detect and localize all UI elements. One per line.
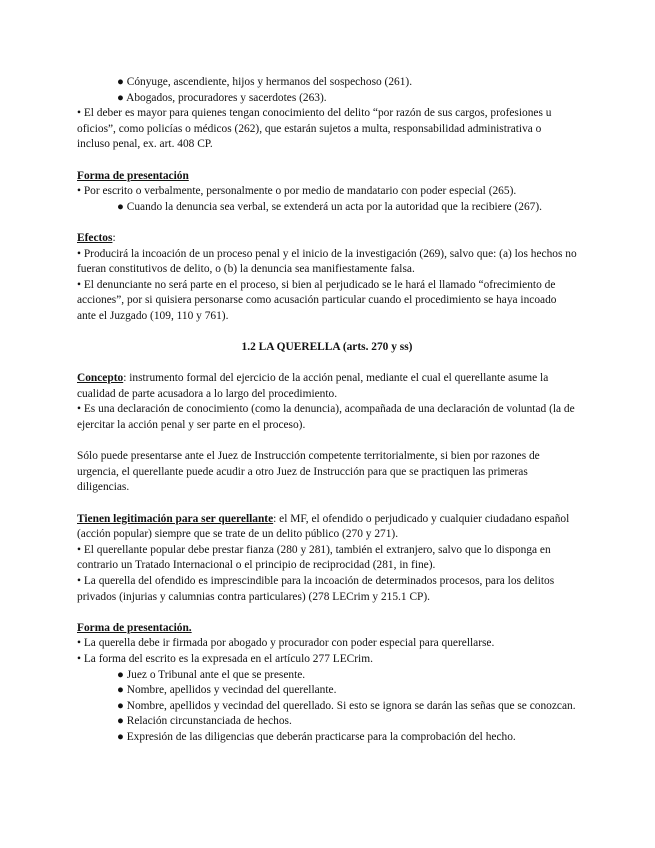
efectos-block: Efectos: [77,231,116,244]
list-item: ● Nombre, apellidos y vecindad del querellante. [117,684,337,697]
list-item: • El denunciante no será parte en el proceso, si bien al perjudicado se le hará el llamado “ofrecimiento de acciones”, por si quisiera personarse como acusación particular cuando el procedimiento se haya incoado ante el Juzgado (109, 110 y 761). [77,278,557,322]
list-item: • Es una declaración de conocimiento (como la denuncia), acompañada de una declaración de voluntad (la de ejercitar la acción penal y ser parte en el proceso). [77,403,575,432]
list-item: ● Expresión de las diligencias que deberán practicarse para la comprobación del hecho. [117,730,516,743]
section-heading: Forma de presentación. [77,621,192,634]
list-item: • La querella debe ir firmada por abogado y procurador con poder especial para querellarse. [77,637,495,650]
section-heading: Efectos [77,231,113,244]
document-page [77,75,577,746]
list-item: • La forma del escrito es la expresada en el artículo 277 LECrim. [77,652,373,665]
list-item: • Producirá la incoación de un proceso penal y el inicio de la investigación (269), salvo que: (a) los hechos no fueran constitutivos de delito, o (b) la denuncia sea manifiestamente falsa. [77,247,577,276]
term-label: Concepto [77,372,124,385]
list-item: ● Juez o Tribunal ante el que se presente. [117,668,306,681]
section-heading: Forma de presentación [77,169,189,182]
list-item: ● Relación circunstanciada de hechos. [117,715,292,728]
list-item: • El querellante popular debe prestar fianza (280 y 281), también el extranjero, salvo que lo disponga en contrario un Tratado Internacional o el principio de reciprocidad (281, in fine). [77,543,551,572]
list-item: • La querella del ofendido es imprescindible para la incoación de determinados procesos, para los delitos privados (injurias y calumnias contra particulares) (278 LECrim y 215.1 CP). [77,575,555,603]
list-item: ● Cuando la denuncia sea verbal, se extenderá un acta por la autoridad que la recibiere (267). [117,200,542,213]
list-item: ● Cónyuge, ascendiente, hijos y hermanos del sospechoso (261). [117,76,413,88]
list-item: ● Abogados, procuradores y sacerdotes (263). [117,91,327,104]
section-title: 1.2 LA QUERELLA (arts. 270 y ss) [241,341,413,354]
paragraph: • El deber es mayor para quienes tengan conocimiento del delito “por razón de sus cargos, profesiones u oficios”, como policías o médicos (262), que estarán sujetos a multa, responsabilidad administrativa o incluso penal, ex. art. 408 CP. [77,107,552,151]
list-item: ● Nombre, apellidos y vecindad del querellado. Si esto se ignora se darán las señas que se conozcan. [117,699,576,712]
paragraph: Sólo puede presentarse ante el Juez de Instrucción competente territorialmente, si bien por razones de urgencia, el querellante puede acudir a otro Juez de Instrucción para que se practiquen las primeras diligencias. [77,450,540,494]
paragraph: Tienen legitimación para ser querellante: el MF, el ofendido o perjudicado y cualquier ciudadano español (acción popular) siempre que se trate de un delito público (270 y 271). [77,512,570,541]
list-item: • Por escrito o verbalmente, personalmente o por medio de mandatario con poder especial (265). [77,185,517,198]
term-label: Tienen legitimación para ser querellante [77,512,274,525]
paragraph: Concepto: instrumento formal del ejercicio de la acción penal, mediante el cual el querellante asume la cualidad de parte acusadora a lo largo del procedimiento. [77,372,549,400]
